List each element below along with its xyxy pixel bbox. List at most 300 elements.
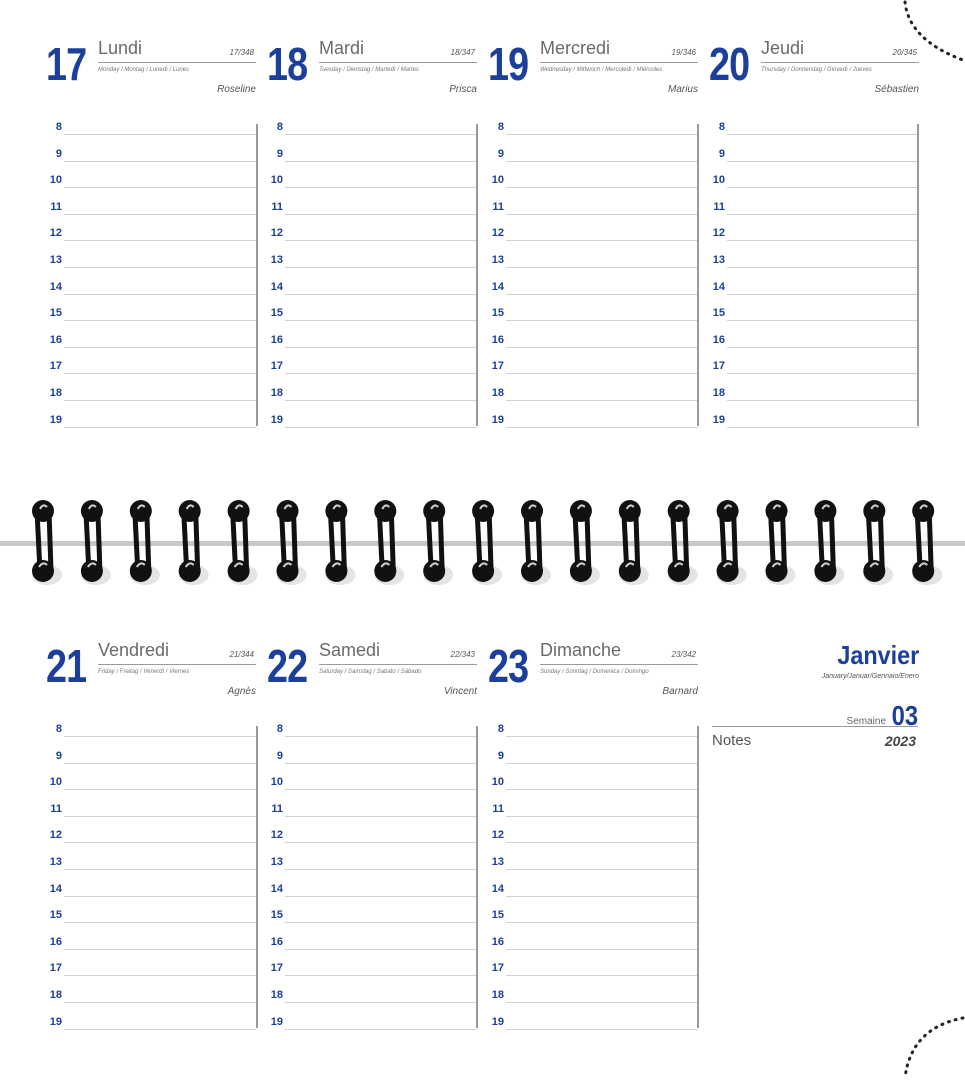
hour-row[interactable] [46, 910, 256, 937]
writing-line [727, 134, 919, 135]
hour-row[interactable] [267, 1017, 477, 1044]
writing-line [285, 161, 477, 162]
hour-row[interactable] [709, 122, 919, 149]
hour-row[interactable] [46, 228, 256, 255]
hour-label: 12 [491, 829, 504, 842]
day-name: Lundi [98, 38, 143, 58]
day-name: Samedi [319, 640, 381, 660]
hour-row[interactable] [488, 228, 698, 255]
writing-line [64, 187, 256, 188]
writing-line [285, 427, 477, 428]
hour-label: 18 [491, 988, 504, 1001]
hour-label: 14 [270, 280, 283, 293]
writing-line [727, 347, 919, 348]
day-number: 22 [267, 640, 308, 692]
hour-label: 14 [270, 882, 283, 895]
writing-line [506, 400, 698, 401]
hour-row[interactable] [46, 937, 256, 964]
hour-label: 15 [491, 909, 504, 922]
hour-label: 8 [55, 723, 62, 735]
day-of-year: 21/344 [229, 650, 254, 659]
hour-label: 16 [270, 333, 283, 346]
hour-row[interactable] [267, 122, 477, 149]
saint-name: Barnard [662, 686, 698, 697]
hour-row[interactable] [488, 777, 698, 804]
hour-label: 14 [49, 882, 62, 895]
hour-label: 11 [271, 802, 283, 815]
hour-row[interactable] [267, 724, 477, 751]
writing-line [285, 763, 477, 764]
day-translations: Wednesday / Mittwoch / Mercoledì / Miércoles [540, 67, 663, 73]
hour-row[interactable] [709, 282, 919, 309]
writing-line [285, 1002, 477, 1003]
day-translations: Friday / Freitag / Venerdì / Viernes [98, 669, 190, 675]
hour-label: 17 [270, 360, 283, 373]
hour-label: 19 [270, 1015, 283, 1028]
writing-line [64, 320, 256, 321]
hour-label: 15 [491, 307, 504, 320]
hour-label: 15 [270, 307, 283, 320]
hour-row[interactable] [709, 149, 919, 176]
hour-row[interactable] [267, 777, 477, 804]
writing-line [285, 294, 477, 295]
hour-label: 12 [270, 227, 283, 240]
hour-row[interactable] [488, 1017, 698, 1044]
hour-label: 16 [49, 333, 62, 346]
year-label: 2023 [884, 733, 916, 749]
hour-label: 14 [712, 280, 725, 293]
hour-row[interactable] [46, 857, 256, 884]
day-number: 19 [488, 38, 529, 90]
saint-name: Prisca [449, 84, 477, 95]
hour-label: 19 [491, 413, 504, 426]
hour-label: 17 [491, 360, 504, 373]
writing-line [285, 922, 477, 923]
hour-row[interactable] [709, 255, 919, 282]
hour-row[interactable] [709, 335, 919, 362]
hour-lines [46, 122, 256, 441]
hour-label: 10 [270, 174, 283, 187]
writing-line [506, 347, 698, 348]
hour-label: 12 [49, 829, 62, 842]
hour-label: 13 [270, 253, 283, 266]
hour-row[interactable] [267, 361, 477, 388]
writing-line [506, 427, 698, 428]
writing-line [285, 134, 477, 135]
writing-line [64, 896, 256, 897]
saint-name: Sébastien [874, 84, 919, 95]
hour-label: 16 [270, 935, 283, 948]
hour-row[interactable] [267, 937, 477, 964]
hour-label: 8 [55, 121, 62, 133]
hour-row[interactable] [267, 228, 477, 255]
hour-label: 11 [492, 802, 504, 815]
hour-row[interactable] [488, 937, 698, 964]
hour-row[interactable] [267, 963, 477, 990]
header-rule [319, 664, 477, 665]
hour-label: 9 [497, 749, 504, 762]
notes-label: Notes [712, 732, 752, 749]
writing-line [285, 373, 477, 374]
hour-row[interactable] [267, 990, 477, 1017]
hour-row[interactable] [267, 830, 477, 857]
hour-row[interactable] [709, 361, 919, 388]
day-of-year: 18/347 [450, 48, 475, 57]
column-divider [917, 124, 919, 426]
hour-lines [709, 122, 919, 441]
column-divider [697, 124, 699, 426]
hour-row[interactable] [488, 963, 698, 990]
hour-row[interactable] [46, 724, 256, 751]
hour-label: 18 [270, 988, 283, 1001]
writing-line [64, 1029, 256, 1030]
hour-row[interactable] [46, 830, 256, 857]
day-of-year: 22/343 [450, 650, 475, 659]
hour-row[interactable] [488, 282, 698, 309]
hour-label: 9 [55, 147, 62, 160]
hour-label: 17 [49, 360, 62, 373]
hour-row[interactable] [267, 335, 477, 362]
writing-line [285, 736, 477, 737]
writing-line [64, 400, 256, 401]
day-number: 21 [46, 640, 87, 692]
hour-label: 14 [49, 280, 62, 293]
corner-dotted-arc-top [892, 0, 965, 65]
writing-line [506, 214, 698, 215]
hour-row[interactable] [46, 361, 256, 388]
hour-row[interactable] [46, 1017, 256, 1044]
hour-label: 14 [491, 280, 504, 293]
hour-row[interactable] [488, 910, 698, 937]
hour-row[interactable] [488, 884, 698, 911]
hour-row[interactable] [46, 884, 256, 911]
writing-line [506, 896, 698, 897]
hour-row[interactable] [488, 255, 698, 282]
hour-label: 8 [276, 723, 283, 735]
week-number: 03 [891, 700, 918, 731]
day-of-year: 17/348 [229, 48, 254, 57]
saint-name: Roseline [217, 84, 256, 95]
writing-line [64, 267, 256, 268]
writing-line [64, 347, 256, 348]
hour-row[interactable] [709, 388, 919, 415]
hour-label: 12 [712, 227, 725, 240]
week-label: Semaine [846, 716, 886, 727]
hour-label: 8 [718, 121, 725, 133]
day-number: 20 [709, 38, 750, 90]
hour-row[interactable] [709, 202, 919, 229]
hour-label: 14 [491, 882, 504, 895]
hour-row[interactable] [267, 202, 477, 229]
hour-label: 16 [49, 935, 62, 948]
hour-lines [267, 122, 477, 441]
writing-line [64, 161, 256, 162]
hour-label: 10 [49, 174, 62, 187]
day-name: Mardi [319, 38, 365, 58]
hour-row[interactable] [267, 751, 477, 778]
writing-line [727, 294, 919, 295]
header-rule [540, 664, 698, 665]
writing-line [285, 1029, 477, 1030]
hour-row[interactable] [46, 990, 256, 1017]
hour-label: 18 [712, 386, 725, 399]
writing-line [64, 975, 256, 976]
hour-label: 19 [270, 413, 283, 426]
hour-row[interactable] [46, 255, 256, 282]
writing-line [727, 240, 919, 241]
writing-line [727, 187, 919, 188]
month-name: Janvier [837, 640, 919, 670]
writing-line [506, 789, 698, 790]
saint-name: Marius [667, 84, 698, 95]
hour-row[interactable] [267, 857, 477, 884]
column-divider [476, 124, 478, 426]
hour-label: 10 [270, 776, 283, 789]
hour-row[interactable] [267, 388, 477, 415]
hour-row[interactable] [709, 415, 919, 442]
hour-label: 12 [270, 829, 283, 842]
hour-row[interactable] [267, 175, 477, 202]
column-divider [256, 726, 258, 1028]
hour-row[interactable] [709, 175, 919, 202]
hour-label: 9 [497, 147, 504, 160]
hour-row[interactable] [46, 149, 256, 176]
hour-label: 11 [492, 200, 504, 213]
hour-label: 13 [712, 253, 725, 266]
writing-line [285, 267, 477, 268]
month-translations: January/Januar/Gennaio/Enero [821, 673, 919, 680]
hour-row[interactable] [46, 202, 256, 229]
hour-label: 13 [491, 855, 504, 868]
hour-label: 9 [55, 749, 62, 762]
writing-line [285, 240, 477, 241]
hour-label: 16 [712, 333, 725, 346]
hour-row[interactable] [488, 990, 698, 1017]
hour-label: 18 [491, 386, 504, 399]
writing-line [506, 161, 698, 162]
hour-row[interactable] [488, 122, 698, 149]
hour-row[interactable] [488, 751, 698, 778]
hour-label: 15 [270, 909, 283, 922]
writing-line [64, 789, 256, 790]
day-translations: Monday / Montag / Lunedì / Lunes [98, 67, 190, 73]
hour-label: 17 [270, 962, 283, 975]
hour-label: 15 [712, 307, 725, 320]
writing-line [506, 320, 698, 321]
writing-line [285, 347, 477, 348]
header-rule [319, 62, 477, 63]
hour-row[interactable] [488, 361, 698, 388]
hour-row[interactable] [46, 388, 256, 415]
writing-line [506, 975, 698, 976]
hour-label: 19 [712, 413, 725, 426]
writing-line [506, 187, 698, 188]
hour-row[interactable] [488, 857, 698, 884]
hour-lines [267, 724, 477, 1043]
hour-label: 10 [491, 174, 504, 187]
writing-line [506, 1002, 698, 1003]
hour-row[interactable] [488, 202, 698, 229]
writing-line [506, 1029, 698, 1030]
corner-dotted-arc-bottom [895, 1012, 965, 1080]
hour-label: 9 [276, 147, 283, 160]
writing-line [506, 922, 698, 923]
writing-line [64, 922, 256, 923]
hour-row[interactable] [709, 228, 919, 255]
hour-row[interactable] [46, 751, 256, 778]
week-rule [712, 726, 918, 727]
hour-row[interactable] [46, 335, 256, 362]
hour-label: 10 [49, 776, 62, 789]
hour-label: 11 [713, 200, 725, 213]
hour-label: 13 [49, 253, 62, 266]
writing-line [285, 949, 477, 950]
writing-line [285, 320, 477, 321]
writing-line [727, 214, 919, 215]
writing-line [64, 240, 256, 241]
hour-row[interactable] [46, 175, 256, 202]
hour-row[interactable] [488, 415, 698, 442]
hour-row[interactable] [267, 884, 477, 911]
hour-label: 18 [270, 386, 283, 399]
writing-line [506, 240, 698, 241]
hour-row[interactable] [488, 388, 698, 415]
hour-row[interactable] [267, 149, 477, 176]
hour-label: 12 [491, 227, 504, 240]
hour-row[interactable] [267, 282, 477, 309]
day-translations: Thursday / Donnerstag / Giovedì / Jueves [761, 67, 872, 73]
writing-line [285, 214, 477, 215]
writing-line [285, 789, 477, 790]
writing-line [506, 373, 698, 374]
day-translations: Sunday / Sonntag / Domenica / Domingo [540, 669, 649, 675]
hour-label: 8 [276, 121, 283, 133]
hour-label: 8 [497, 121, 504, 133]
header-rule [540, 62, 698, 63]
hour-row[interactable] [267, 308, 477, 335]
hour-row[interactable] [488, 830, 698, 857]
writing-line [64, 294, 256, 295]
hour-label: 12 [49, 227, 62, 240]
hour-row[interactable] [46, 282, 256, 309]
hour-label: 11 [50, 802, 62, 815]
hour-row[interactable] [267, 910, 477, 937]
hour-row[interactable] [46, 122, 256, 149]
day-of-year: 20/345 [892, 48, 917, 57]
writing-line [727, 320, 919, 321]
writing-line [506, 816, 698, 817]
hour-label: 10 [712, 174, 725, 187]
writing-line [64, 816, 256, 817]
writing-line [727, 427, 919, 428]
hour-row[interactable] [267, 415, 477, 442]
hour-lines [46, 724, 256, 1043]
hour-label: 9 [718, 147, 725, 160]
writing-line [506, 949, 698, 950]
writing-line [64, 427, 256, 428]
header-rule [98, 664, 256, 665]
writing-line [506, 294, 698, 295]
hour-label: 13 [270, 855, 283, 868]
hour-row[interactable] [488, 724, 698, 751]
writing-line [64, 736, 256, 737]
writing-line [285, 896, 477, 897]
day-number: 18 [267, 38, 308, 90]
writing-line [64, 842, 256, 843]
day-number: 17 [46, 38, 87, 90]
column-divider [256, 124, 258, 426]
hour-label: 15 [49, 307, 62, 320]
day-number: 23 [488, 640, 529, 692]
writing-line [506, 134, 698, 135]
hour-label: 10 [491, 776, 504, 789]
hour-label: 18 [49, 386, 62, 399]
writing-line [285, 816, 477, 817]
writing-line [727, 161, 919, 162]
writing-line [285, 975, 477, 976]
hour-label: 11 [50, 200, 62, 213]
hour-row[interactable] [488, 175, 698, 202]
hour-row[interactable] [267, 255, 477, 282]
writing-line [64, 763, 256, 764]
day-name: Jeudi [761, 38, 805, 58]
day-name: Mercredi [540, 38, 611, 58]
day-of-year: 23/342 [671, 650, 696, 659]
hour-row[interactable] [46, 308, 256, 335]
header-rule [98, 62, 256, 63]
writing-line [506, 763, 698, 764]
hour-label: 17 [491, 962, 504, 975]
hour-row[interactable] [488, 149, 698, 176]
hour-row[interactable] [267, 804, 477, 831]
saint-name: Vincent [443, 686, 477, 697]
writing-line [285, 869, 477, 870]
writing-line [285, 187, 477, 188]
writing-line [727, 400, 919, 401]
hour-row[interactable] [488, 335, 698, 362]
writing-line [64, 869, 256, 870]
hour-label: 13 [49, 855, 62, 868]
hour-label: 18 [49, 988, 62, 1001]
writing-line [64, 214, 256, 215]
day-name: Dimanche [540, 640, 622, 660]
hour-row[interactable] [709, 308, 919, 335]
writing-line [285, 842, 477, 843]
hour-label: 16 [491, 935, 504, 948]
saint-name: Agnès [227, 686, 256, 697]
hour-row[interactable] [46, 963, 256, 990]
day-translations: Saturday / Samstag / Sabato / Sábado [319, 669, 422, 675]
day-name: Vendredi [98, 640, 170, 660]
hour-row[interactable] [488, 804, 698, 831]
writing-line [506, 736, 698, 737]
hour-label: 13 [491, 253, 504, 266]
hour-label: 15 [49, 909, 62, 922]
hour-row[interactable] [46, 777, 256, 804]
hour-label: 16 [491, 333, 504, 346]
hour-row[interactable] [46, 804, 256, 831]
day-translations: Tuesday / Dienstag / Martedì / Martes [319, 67, 419, 73]
writing-line [64, 134, 256, 135]
writing-line [727, 373, 919, 374]
writing-line [64, 373, 256, 374]
hour-row[interactable] [488, 308, 698, 335]
hour-row[interactable] [46, 415, 256, 442]
month-header [822, 640, 919, 680]
day-of-year: 19/346 [671, 48, 696, 57]
hour-lines [488, 724, 698, 1043]
writing-line [285, 400, 477, 401]
